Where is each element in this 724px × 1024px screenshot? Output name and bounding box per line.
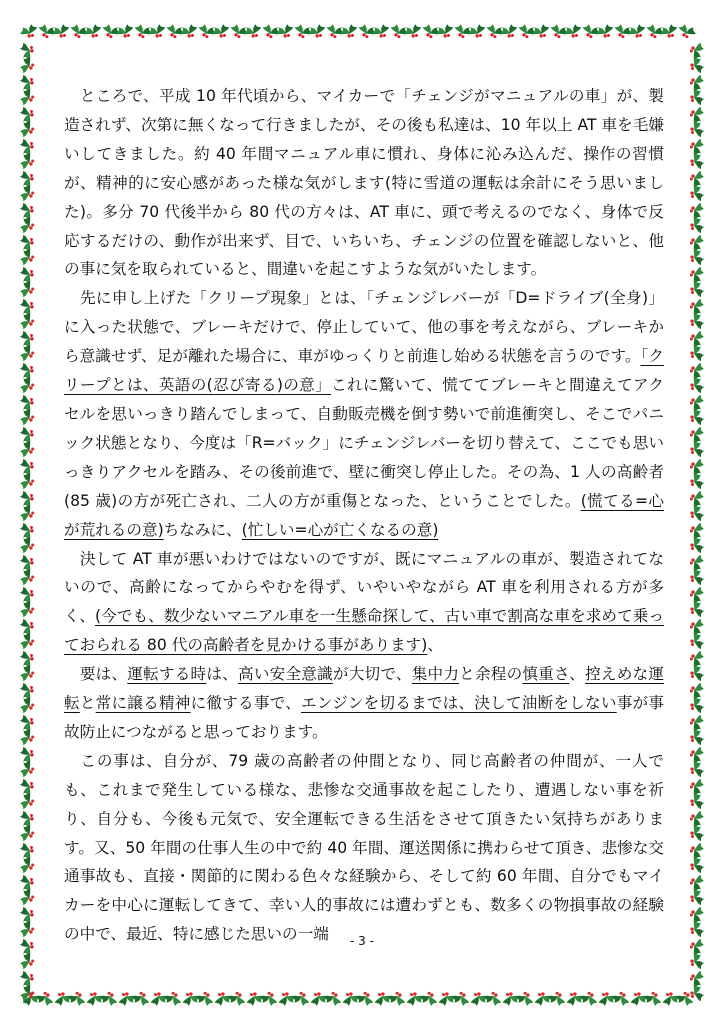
paragraph (64, 545, 664, 661)
underlined-text: 常に譲る精神 (95, 694, 191, 713)
text-segment: 先に申し上げた「クリープ現象」とは、「チェンジレバーが「D=ドライブ(全身)」に入った状態で、ブレーキだけで、停止していて、他の事を考えながら、ブレーキから意識せず、足が離れた場合に、車がゆっくりと前進し始める状態を言うのです。 (64, 289, 664, 366)
text-segment: 決して AT 車が悪いわけではないのですが、既にマニュアルの車が、製造されてないので、高齢になってからやむを得ず、いやいやながら AT 車を利用される方が多く、 (64, 549, 664, 626)
underlined-text: (今でも、数少ないマニアル車を一生懸命探して、古い車で割高な車を求めて乗っておられる 80 代の高齢者を見かける事があります) (64, 607, 664, 655)
text-segment: と (79, 694, 96, 713)
underlined-text: 控えめな運転 (64, 665, 664, 713)
underlined-text: エンジンを切るまでは、決して油断をしない (301, 694, 617, 713)
text-segment: 、 (427, 636, 443, 655)
underlined-text: (忙しい=心が亡くなるの意) (241, 520, 439, 539)
text-segment: この事は、自分が、79 歳の高齢者の仲間となり、同じ高齢者の仲間が、一人でも、これまで発生している様な、悲惨な交通事故を起こしたり、遭遇しない事を祈り、自分も、今後も元気で、安全運転できる生活をさせて頂きたい気持ちがあります。又、50 年間の仕事人生の中で約 40 年間、運送関係に携わらせて頂き、悲惨な交通事故も、直接・関節的に関わる色々な経験から、そして約 60 年間、自分でもマイカーを中心に運転してきて、幸い人的事故には遭わずとも、数多くの物損事故の経験の中で、最近、特に感じた思いの一端 (64, 751, 664, 944)
paragraph (64, 82, 664, 284)
text-segment: ちなみに、 (163, 520, 242, 539)
paragraph (64, 660, 664, 747)
text-segment: これに驚いて、慌ててブレーキと間違えてアクセルを思いっきり踏んでしまって、自動販売機を倒す勢いで前進衝突し、そこでパニック状態となり、今度は「R=バック」にチェンジレバーを切り替えて、ここでも思いっきりアクセルを踏み、その後前進で、壁に衝突し停止した。その為、1 人の高齢者(85 歳)の方が死亡され、二人の方が重傷となった、ということでした。 (64, 376, 664, 510)
text-segment: が大切で、 (332, 665, 412, 684)
body-text (64, 82, 664, 949)
underlined-text: 集中力 (411, 665, 460, 684)
underlined-text: 運転する時 (127, 665, 207, 684)
text-segment: ところで、平成 10 年代頃から、マイカーで「チェンジがマニュアルの車」が、製造されず、次第に無くなって行きましたが、その後も私達は、10 年以上 AT 車を毛嫌いしてきました。約 40 年間マニュアル車に慣れ、身体に沁み込んだ、操作の習慣が、精神的に安心感があった様な気がします(特に雪道の運転は余計にそう思いました)。多分 70 代後半から 80 代の方々は、AT 車に、頭で考えるのでなく、身体で反応するだけの、動作が出来ず、目で、いちいち、チェンジの位置を確認しないと、他の事に気を取られていると、間違いを起こすような気がいたします。 (64, 87, 664, 279)
holly-leaf-icon (676, 22, 697, 40)
text-segment: と余程の (459, 665, 523, 684)
holly-leaf-icon (18, 22, 39, 40)
text-segment: は、 (206, 665, 238, 684)
underlined-text: (慌てる=心が荒れるの意) (64, 491, 664, 539)
page-number: - 3 - (350, 934, 374, 948)
text-segment: 事が事故防止につながると思っております。 (64, 694, 664, 741)
underlined-text: 高い安全意識 (238, 665, 333, 684)
underlined-text: 「クリープとは、英語の(忍び寄る)の意」 (64, 347, 664, 395)
text-segment: 要は、 (64, 665, 128, 684)
paragraph (64, 747, 664, 949)
text-segment: に徹する事で、 (190, 694, 302, 713)
paragraph (64, 284, 664, 544)
text-segment: 、 (569, 665, 586, 684)
underlined-text: 慎重さ (522, 665, 570, 684)
